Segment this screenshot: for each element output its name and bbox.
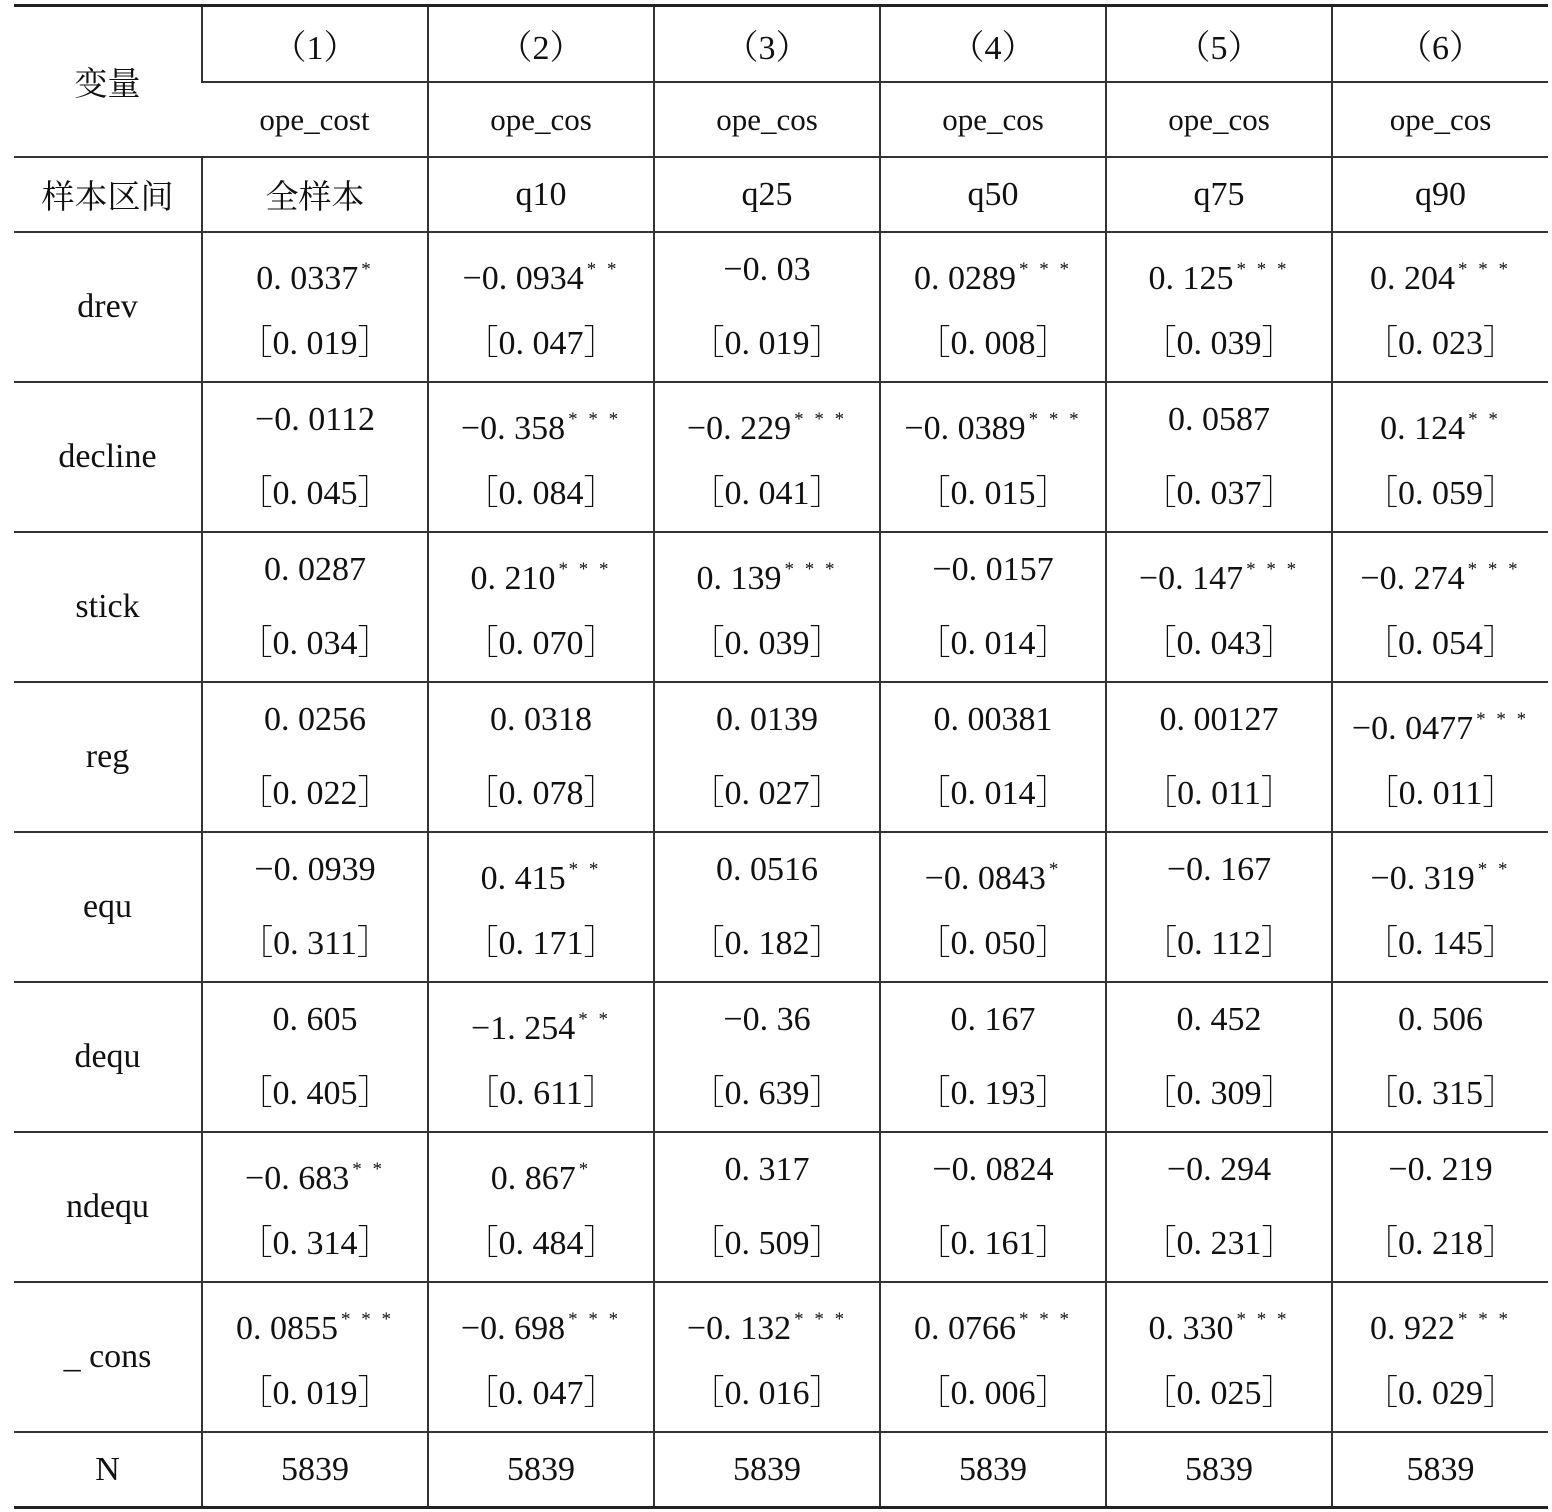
standard-error: ［0. 011］ — [1143, 775, 1295, 812]
coefficient: 0. 330 — [1148, 1310, 1234, 1347]
coefficient: 0. 506 — [1398, 1001, 1483, 1038]
table-cell — [1332, 382, 1548, 532]
table-row — [14, 232, 1548, 382]
coefficient: −0. 219 — [1388, 1151, 1493, 1188]
table-cell — [880, 832, 1106, 982]
header-row-dependent-variable — [14, 82, 1548, 157]
coefficient-line — [1107, 1283, 1331, 1357]
standard-error: ［0. 484］ — [464, 1225, 618, 1262]
coefficient-line — [1107, 983, 1331, 1057]
sample-range: q90 — [1332, 157, 1548, 232]
standard-error: ［0. 029］ — [1364, 1375, 1517, 1412]
variable-name: equ — [14, 832, 202, 982]
observations-row — [14, 1432, 1548, 1508]
standard-error: ［0. 639］ — [690, 1075, 844, 1112]
coefficient: 0. 0139 — [716, 701, 818, 738]
standard-error: ［0. 016］ — [690, 1375, 844, 1412]
coefficient-line — [203, 233, 427, 307]
table-cell — [1106, 1132, 1332, 1282]
coefficient-line — [203, 1283, 427, 1357]
coefficient-line — [1333, 983, 1548, 1057]
standard-error: ［0. 315］ — [1364, 1075, 1517, 1112]
table-row — [14, 382, 1548, 532]
coefficient: −0. 0824 — [932, 1151, 1054, 1188]
significance-stars: * * * — [1476, 709, 1530, 730]
standard-error: ［0. 309］ — [1142, 1075, 1296, 1112]
significance-stars: * * — [586, 259, 620, 280]
coefficient-line — [881, 833, 1105, 907]
standard-error: ［0. 037］ — [1142, 475, 1296, 512]
dependent-variable: ope_cos — [880, 82, 1106, 157]
coefficient: −0. 683 — [245, 1160, 350, 1197]
standard-error: ［0. 231］ — [1142, 1225, 1296, 1262]
coefficient-line — [655, 233, 879, 307]
standard-error: ［0. 015］ — [916, 475, 1070, 512]
significance-stars: * * * — [1236, 259, 1290, 280]
dependent-variable: ope_cos — [654, 82, 880, 157]
coefficient-line — [881, 1283, 1105, 1357]
coefficient-line — [881, 233, 1105, 307]
variable-name: drev — [14, 232, 202, 382]
table-cell — [202, 1132, 428, 1282]
significance-stars: * — [361, 259, 374, 280]
coefficient: −0. 274 — [1360, 560, 1465, 597]
table-cell — [202, 982, 428, 1132]
table-cell — [1332, 532, 1548, 682]
coefficient: 0. 605 — [272, 1001, 358, 1038]
coefficient: 0. 00381 — [933, 701, 1053, 738]
coefficient: 0. 0318 — [490, 701, 592, 738]
coefficient-line — [429, 833, 653, 907]
table-cell — [1106, 532, 1332, 682]
table-cell — [428, 832, 654, 982]
coefficient: 0. 0766 — [914, 1310, 1016, 1347]
table-cell — [202, 682, 428, 832]
coefficient: −0. 319 — [1370, 860, 1475, 897]
standard-error: ［0. 078］ — [464, 775, 618, 812]
column-number: （5） — [1106, 6, 1332, 83]
table-cell — [428, 382, 654, 532]
column-number: （4） — [880, 6, 1106, 83]
standard-error: ［0. 045］ — [238, 475, 392, 512]
coefficient-line — [655, 383, 879, 457]
coefficient-line — [429, 683, 653, 757]
standard-error: ［0. 161］ — [916, 1225, 1070, 1262]
coefficient-line — [881, 1133, 1105, 1207]
coefficient: 0. 139 — [696, 560, 782, 597]
standard-error: ［0. 070］ — [464, 625, 618, 662]
variable-header: 变量 — [14, 6, 202, 158]
standard-error: ［0. 011］ — [1364, 775, 1517, 812]
coefficient-line — [655, 1133, 879, 1207]
significance-stars: * * * — [1458, 1309, 1511, 1330]
coefficient-line — [429, 233, 653, 307]
sample-range: q50 — [880, 157, 1106, 232]
coefficient: 0. 0587 — [1168, 401, 1270, 438]
coefficient-line — [1333, 383, 1548, 457]
variable-name: _ cons — [14, 1282, 202, 1432]
table-cell — [1106, 982, 1332, 1132]
dependent-variable: ope_cos — [428, 82, 654, 157]
coefficient-line — [881, 383, 1105, 457]
coefficient-line — [429, 983, 653, 1057]
dependent-variable: ope_cost — [202, 82, 428, 157]
observations-label: N — [14, 1432, 202, 1508]
table-cell — [880, 1132, 1106, 1282]
column-number: （3） — [654, 6, 880, 83]
coefficient: −0. 0939 — [254, 851, 376, 888]
variable-name: stick — [14, 532, 202, 682]
variable-name: dequ — [14, 982, 202, 1132]
significance-stars: * * * — [794, 1309, 848, 1330]
coefficient-line — [1107, 1133, 1331, 1207]
standard-error: ［0. 084］ — [464, 475, 618, 512]
coefficient: 0. 317 — [724, 1151, 810, 1188]
standard-error: ［0. 027］ — [690, 775, 844, 812]
observations-count: 5839 — [202, 1432, 428, 1508]
standard-error: ［0. 311］ — [239, 925, 391, 962]
coefficient: 0. 0516 — [716, 851, 818, 888]
coefficient-line — [655, 1283, 879, 1357]
coefficient-line — [655, 833, 879, 907]
coefficient-line — [203, 983, 427, 1057]
coefficient-line — [429, 533, 653, 607]
standard-error: ［0. 008］ — [916, 325, 1070, 362]
coefficient: −0. 0389 — [904, 410, 1026, 447]
table-cell — [428, 532, 654, 682]
standard-error: ［0. 019］ — [238, 1375, 392, 1412]
table-cell — [428, 982, 654, 1132]
significance-stars: * * * — [341, 1309, 394, 1330]
standard-error: ［0. 039］ — [1142, 325, 1296, 362]
variable-name: reg — [14, 682, 202, 832]
table-cell — [654, 232, 880, 382]
standard-error: ［0. 112］ — [1143, 925, 1295, 962]
significance-stars: * — [578, 1159, 592, 1180]
coefficient-line — [1333, 683, 1548, 757]
observations-count: 5839 — [1106, 1432, 1332, 1508]
standard-error: ［0. 059］ — [1364, 475, 1517, 512]
table-cell — [654, 532, 880, 682]
coefficient: 0. 210 — [470, 560, 556, 597]
significance-stars: * * * — [1019, 1309, 1072, 1330]
variable-name: ndequ — [14, 1132, 202, 1282]
significance-stars: * * * — [1458, 259, 1511, 280]
coefficient: −0. 294 — [1166, 1151, 1272, 1188]
significance-stars: * * * — [1246, 559, 1300, 580]
table-cell — [1332, 982, 1548, 1132]
coefficient: 0. 0289 — [914, 260, 1016, 297]
sample-range: q25 — [654, 157, 880, 232]
standard-error: ［0. 034］ — [238, 625, 392, 662]
coefficient-line — [881, 683, 1105, 757]
significance-stars: * — [1048, 859, 1062, 880]
coefficient-line — [429, 383, 653, 457]
table-cell — [880, 232, 1106, 382]
table-cell — [1106, 1282, 1332, 1432]
table-cell — [202, 832, 428, 982]
table-cell — [202, 382, 428, 532]
coefficient-line — [1107, 833, 1331, 907]
coefficient-line — [203, 683, 427, 757]
table-cell — [654, 382, 880, 532]
sample-range-label: 样本区间 — [14, 157, 202, 232]
coefficient: −0. 358 — [460, 410, 566, 447]
table-cell — [880, 682, 1106, 832]
significance-stars: * * — [578, 1009, 611, 1030]
standard-error: ［0. 405］ — [238, 1075, 392, 1112]
coefficient: −0. 0934 — [462, 260, 584, 297]
standard-error: ［0. 182］ — [690, 925, 844, 962]
coefficient: −0. 0157 — [932, 551, 1054, 588]
table-cell — [1106, 232, 1332, 382]
coefficient-line — [203, 833, 427, 907]
dependent-variable: ope_cos — [1332, 82, 1548, 157]
table-cell — [428, 232, 654, 382]
coefficient-line — [1333, 533, 1548, 607]
table-cell — [1332, 1132, 1548, 1282]
table-cell — [202, 532, 428, 682]
standard-error: ［0. 006］ — [916, 1375, 1070, 1412]
table-cell — [202, 232, 428, 382]
significance-stars: * * * — [1019, 259, 1072, 280]
coefficient: 0. 204 — [1370, 260, 1455, 297]
regression-table — [14, 4, 1548, 1509]
coefficient-line — [1107, 533, 1331, 607]
table-cell — [1332, 232, 1548, 382]
significance-stars: * * * — [1028, 409, 1082, 430]
table-cell — [654, 832, 880, 982]
observations-count: 5839 — [428, 1432, 654, 1508]
column-number: （6） — [1332, 6, 1548, 83]
coefficient: −0. 0112 — [255, 401, 375, 438]
table-row — [14, 1282, 1548, 1432]
table-cell — [1106, 832, 1332, 982]
coefficient: −0. 147 — [1138, 560, 1244, 597]
standard-error: ［0. 019］ — [690, 325, 844, 362]
coefficient-line — [881, 533, 1105, 607]
coefficient-line — [1107, 233, 1331, 307]
coefficient-line — [429, 1133, 653, 1207]
dependent-variable: ope_cos — [1106, 82, 1332, 157]
coefficient: 0. 452 — [1176, 1001, 1262, 1038]
sample-range: q10 — [428, 157, 654, 232]
standard-error: ［0. 043］ — [1142, 625, 1296, 662]
coefficient: 0. 125 — [1148, 260, 1234, 297]
standard-error: ［0. 054］ — [1364, 625, 1517, 662]
standard-error: ［0. 039］ — [690, 625, 844, 662]
header-row-numbers — [14, 6, 1548, 83]
standard-error: ［0. 014］ — [916, 775, 1070, 812]
table-cell — [1106, 382, 1332, 532]
coefficient-line — [655, 683, 879, 757]
table-cell — [1332, 682, 1548, 832]
table-cell — [1106, 682, 1332, 832]
standard-error: ［0. 171］ — [464, 925, 618, 962]
significance-stars: * * * — [784, 559, 838, 580]
coefficient-line — [655, 533, 879, 607]
significance-stars: * * * — [1236, 1309, 1290, 1330]
standard-error: ［0. 314］ — [238, 1225, 392, 1262]
coefficient-line — [1107, 683, 1331, 757]
coefficient-line — [1333, 1283, 1548, 1357]
table-cell — [880, 1282, 1106, 1432]
standard-error: ［0. 047］ — [464, 325, 618, 362]
table-cell — [880, 982, 1106, 1132]
table-row — [14, 1132, 1548, 1282]
observations-count: 5839 — [880, 1432, 1106, 1508]
table-cell — [428, 682, 654, 832]
table-cell — [1332, 1282, 1548, 1432]
table-row — [14, 982, 1548, 1132]
coefficient: 0. 415 — [480, 860, 566, 897]
coefficient: −0. 167 — [1166, 851, 1272, 888]
standard-error: ［0. 047］ — [464, 1375, 618, 1412]
coefficient: −0. 03 — [723, 251, 811, 288]
sample-range: q75 — [1106, 157, 1332, 232]
observations-count: 5839 — [654, 1432, 880, 1508]
significance-stars: * * * — [558, 559, 612, 580]
coefficient: 0. 0287 — [264, 551, 366, 588]
coefficient-line — [881, 983, 1105, 1057]
standard-error: ［0. 041］ — [690, 475, 844, 512]
table-cell — [880, 382, 1106, 532]
table-cell — [880, 532, 1106, 682]
observations-count: 5839 — [1332, 1432, 1548, 1508]
coefficient: 0. 00127 — [1159, 701, 1279, 738]
coefficient-line — [1333, 1133, 1548, 1207]
column-number: （1） — [202, 6, 428, 83]
coefficient: 0. 922 — [1370, 1310, 1455, 1347]
coefficient-line — [429, 1283, 653, 1357]
table-cell — [428, 1132, 654, 1282]
significance-stars: * * — [1477, 859, 1511, 880]
significance-stars: * * * — [794, 409, 848, 430]
coefficient: 0. 167 — [950, 1001, 1036, 1038]
coefficient-line — [203, 533, 427, 607]
significance-stars: * * * — [568, 1309, 622, 1330]
column-number: （2） — [428, 6, 654, 83]
coefficient: −0. 0843 — [924, 860, 1046, 897]
coefficient: 0. 0337 — [256, 260, 359, 297]
table-cell — [202, 1282, 428, 1432]
table-cell — [428, 1282, 654, 1432]
significance-stars: * * * — [568, 409, 622, 430]
coefficient: 0. 0256 — [264, 701, 366, 738]
coefficient: −0. 698 — [460, 1310, 566, 1347]
standard-error: ［0. 193］ — [916, 1075, 1070, 1112]
standard-error: ［0. 023］ — [1364, 325, 1517, 362]
coefficient: −0. 132 — [686, 1310, 792, 1347]
significance-stars: * * — [1468, 409, 1501, 430]
significance-stars: * * * — [1467, 559, 1521, 580]
coefficient: −0. 36 — [723, 1001, 811, 1038]
coefficient-line — [203, 1133, 427, 1207]
sample-range: 全样本 — [202, 157, 428, 232]
table-cell — [1332, 832, 1548, 982]
table-row — [14, 532, 1548, 682]
coefficient-line — [1333, 833, 1548, 907]
standard-error: ［0. 019］ — [238, 325, 392, 362]
standard-error: ［0. 611］ — [465, 1075, 617, 1112]
standard-error: ［0. 145］ — [1364, 925, 1517, 962]
standard-error: ［0. 022］ — [238, 775, 392, 812]
coefficient: −0. 0477 — [1351, 710, 1474, 747]
table-cell — [654, 1282, 880, 1432]
standard-error: ［0. 509］ — [690, 1225, 844, 1262]
standard-error: ［0. 025］ — [1142, 1375, 1296, 1412]
coefficient: −1. 254 — [471, 1010, 576, 1047]
table-row — [14, 832, 1548, 982]
table-cell — [654, 982, 880, 1132]
table-cell — [654, 1132, 880, 1282]
coefficient: 0. 867 — [490, 1160, 576, 1197]
significance-stars: * * — [568, 859, 602, 880]
significance-stars: * * — [352, 1159, 385, 1180]
standard-error: ［0. 014］ — [916, 625, 1070, 662]
sample-range-row — [14, 157, 1548, 232]
standard-error: ［0. 050］ — [916, 925, 1070, 962]
variable-name: decline — [14, 382, 202, 532]
standard-error: ［0. 218］ — [1364, 1225, 1517, 1262]
coefficient: 0. 124 — [1380, 410, 1466, 447]
table-cell — [654, 682, 880, 832]
coefficient: 0. 0855 — [236, 1310, 338, 1347]
coefficient-line — [1107, 383, 1331, 457]
table-row — [14, 682, 1548, 832]
coefficient-line — [1333, 233, 1548, 307]
coefficient-line — [655, 983, 879, 1057]
coefficient: −0. 229 — [686, 410, 792, 447]
coefficient-line — [203, 383, 427, 457]
